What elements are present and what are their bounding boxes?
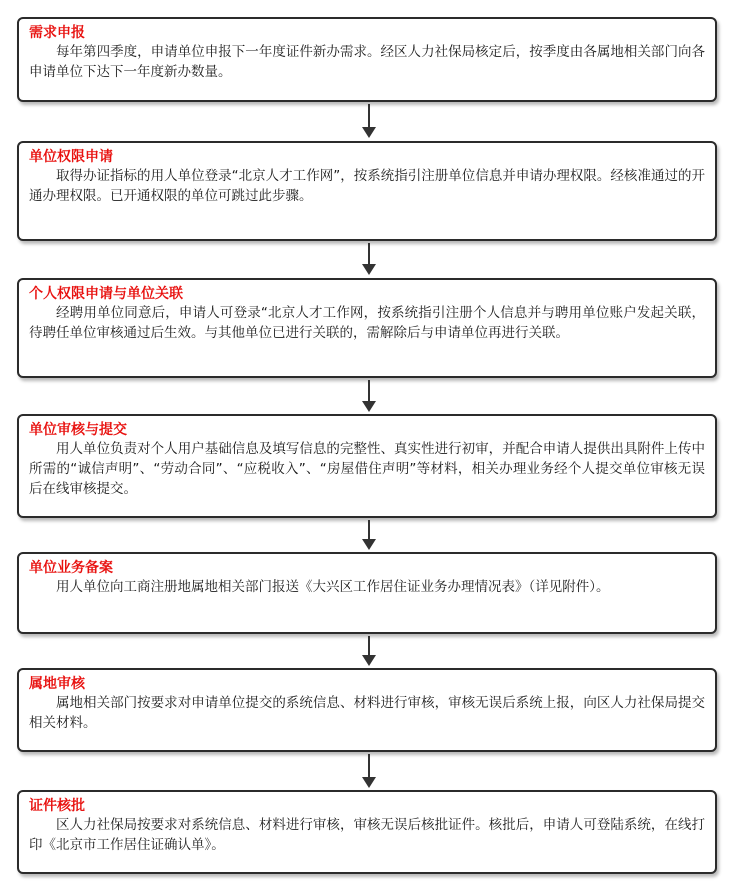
step-box-unit-review-and-submit: [17, 414, 717, 518]
step-title: 证件核批: [29, 798, 85, 814]
step-description: 属地相关部门按要求对申请单位提交的系统信息、材料进行审核，审核无误后系统上报，向区人力社保局提交相关材料。: [29, 695, 705, 731]
step-title: 单位权限申请: [29, 149, 113, 165]
flow-arrow-down-icon: [362, 243, 376, 275]
step-title: 个人权限申请与单位关联: [29, 286, 183, 302]
flow-arrow-down-icon: [362, 520, 376, 550]
step-box-local-review: [17, 668, 717, 752]
step-title: 单位审核与提交: [29, 422, 127, 438]
step-description: 经聘用单位同意后，申请人可登录“北京人才工作网，按系统指引注册个人信息并与聘用单位账户发起关联，待聘任单位审核通过后生效。与其他单位已进行关联的，需解除后与申请单位再进行关联。: [29, 305, 705, 341]
flow-arrow-down-icon: [362, 380, 376, 412]
step-description: 区人力社保局按要求对系统信息、材料进行审核，审核无误后核批证件。核批后，申请人可登陆系统，在线打印《北京市工作居住证确认单》。: [29, 817, 705, 853]
step-box-certificate-approval: [17, 790, 717, 874]
step-description: 每年第四季度，申请单位申报下一年度证件新办需求。经区人力社保局核定后，按季度由各属地相关部门向各申请单位下达下一年度新办数量。: [29, 44, 705, 80]
step-box-unit-permission-application: [17, 141, 717, 241]
step-box-demand-declaration: [17, 17, 717, 102]
step-description: 用人单位负责对个人用户基础信息及填写信息的完整性、真实性进行初审，并配合申请人提供出具附件上传中所需的“诚信声明”、“劳动合同”、“应税收入”、“房屋借住声明”等材料，相关办理业务经个人提交单位审核无误后在线审核提交。: [29, 441, 705, 497]
flow-arrow-down-icon: [362, 754, 376, 788]
flow-arrow-down-icon: [362, 636, 376, 666]
step-box-unit-business-filing: [17, 552, 717, 634]
step-title: 需求申报: [29, 25, 85, 41]
step-box-personal-permission-and-unit-link: [17, 278, 717, 378]
step-description: 用人单位向工商注册地属地相关部门报送《大兴区工作居住证业务办理情况表》（详见附件）。: [56, 579, 610, 595]
step-description: 取得办证指标的用人单位登录“北京人才工作网”，按系统指引注册单位信息并申请办理权限。经核准通过的开通办理权限。已开通权限的单位可跳过此步骤。: [29, 168, 705, 204]
step-title: 属地审核: [29, 676, 85, 692]
step-title: 单位业务备案: [29, 560, 113, 576]
flow-arrow-down-icon: [362, 104, 376, 138]
